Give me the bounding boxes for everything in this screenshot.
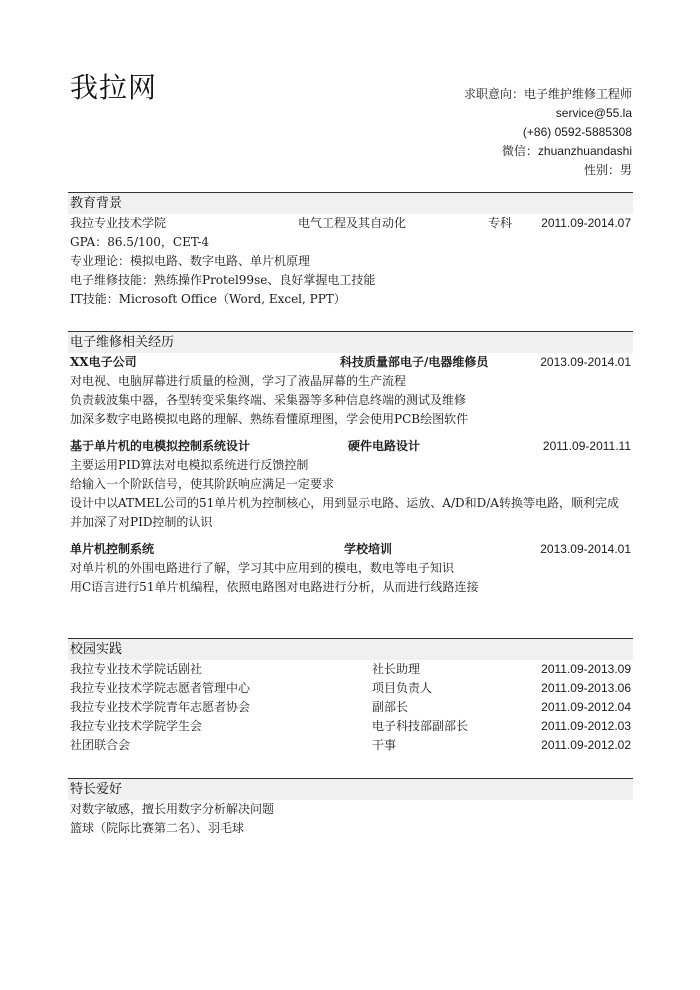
campus-section (68, 638, 633, 755)
campus-org: 我拉专业技术学院话剧社 (70, 662, 203, 676)
campus-role: 副部长 (372, 700, 409, 714)
job-row (68, 540, 633, 559)
job-role: 硬件电路设计 (348, 439, 421, 453)
wechat (464, 142, 632, 161)
detail-line: 主要运用PID算法对电模拟系统进行反馈控制 (70, 458, 309, 472)
section-title: 教育背景 (68, 192, 633, 214)
detail-line: 对电视、电脑屏幕进行质量的检测，学习了液晶屏幕的生产流程 (70, 374, 407, 388)
campus-row (68, 736, 633, 755)
wechat-id: zhuanzhuandashi (537, 144, 632, 158)
job-org: XX电子公司 (70, 355, 137, 369)
detail-line: 加深多数字电路模拟电路的理解、熟练看懂原理图，学会使用PCB绘图软件 (70, 412, 469, 426)
major: 电气工程及其自动化 (298, 216, 407, 230)
job-intent: 求职意向：电子维护维修工程师 (463, 87, 632, 101)
hobbies-section (68, 778, 633, 838)
campus-role: 干事 (372, 738, 397, 752)
detail-line: 电子维修技能：熟练操作Protel99se、良好掌握电工技能 (70, 273, 376, 287)
campus-row (68, 698, 633, 717)
phone: (+86) 0592-5885308 (522, 125, 632, 139)
detail-line: IT技能：Microsoft Office（Word, Excel, PPT） (70, 292, 346, 306)
section-title: 特长爱好 (68, 778, 633, 800)
campus-org: 我拉专业技术学院青年志愿者协会 (70, 700, 251, 714)
campus-row (68, 660, 633, 679)
job-role: 学校培训 (344, 542, 393, 556)
campus-role: 项目负责人 (372, 681, 433, 695)
date-range: 2011.09-2012.04 (541, 700, 631, 714)
detail-line: 篮球（院际比赛第二名）、羽毛球 (70, 821, 245, 835)
experience-section (68, 331, 633, 597)
email: service@55.la (555, 106, 632, 120)
campus-role: 社长助理 (372, 662, 421, 676)
campus-row (68, 679, 633, 698)
campus-row (68, 717, 633, 736)
date-range: 2011.09-2013.06 (541, 681, 631, 695)
job-role: 科技质量部电子/电器维修员 (340, 355, 489, 369)
job-org: 单片机控制系统 (70, 542, 155, 556)
date-range: 2013.09-2014.01 (540, 355, 631, 369)
education-row (68, 214, 633, 233)
campus-role: 电子科技部副部长 (372, 719, 469, 733)
campus-org: 我拉专业技术学院学生会 (70, 719, 203, 733)
wechat-label: 微信： (501, 144, 538, 158)
detail-line: GPA：86.5/100，CET-4 (70, 235, 209, 249)
detail-line: 对数字敏感，擅长用数字分析解决问题 (70, 802, 275, 816)
detail-line: 专业理论：模拟电路、数字电路、单片机原理 (70, 254, 311, 268)
contact-block (464, 85, 632, 180)
date-range: 2011.09-2012.02 (541, 738, 631, 752)
section-title: 校园实践 (68, 638, 633, 660)
date-range: 2013.09-2014.01 (540, 542, 631, 556)
campus-org: 我拉专业技术学院志愿者管理中心 (70, 681, 251, 695)
detail-line: 给输入一个阶跃信号，使其阶跃响应满足一定要求 (70, 477, 335, 491)
date-range: 2011.09-2013.09 (541, 662, 631, 676)
degree: 专科 (488, 216, 513, 230)
gender: 性别：男 (583, 163, 632, 177)
date-range: 2011.09-2011.11 (542, 439, 631, 453)
job-row (68, 437, 633, 456)
job-org: 基于单片机的电模拟控制系统设计 (70, 439, 251, 453)
date-range: 2011.09-2012.03 (541, 719, 631, 733)
detail-line: 负责载波集中器，各型转变采集终端、采集器等多种信息终端的测试及维修 (70, 393, 467, 407)
date-range: 2011.09-2014.07 (541, 216, 631, 230)
detail-line: 对单片机的外围电路进行了解，学习其中应用到的模电，数电等电子知识 (70, 561, 455, 575)
resume-name: 我拉网 (70, 71, 158, 104)
detail-line: 用C语言进行51单片机编程，依照电路图对电路进行分析，从而进行线路连接 (70, 580, 479, 594)
campus-org: 社团联合会 (70, 738, 131, 752)
job-row (68, 353, 633, 372)
education-section (68, 192, 633, 309)
detail-line: 设计中以ATMEL公司的51单片机为控制核心，用到显示电路、运放、A/D和D/A转换等电路，顺利完成并加深了对PID控制的认识 (70, 496, 619, 529)
section-title: 电子维修相关经历 (68, 331, 633, 353)
school-name: 我拉专业技术学院 (70, 216, 167, 230)
